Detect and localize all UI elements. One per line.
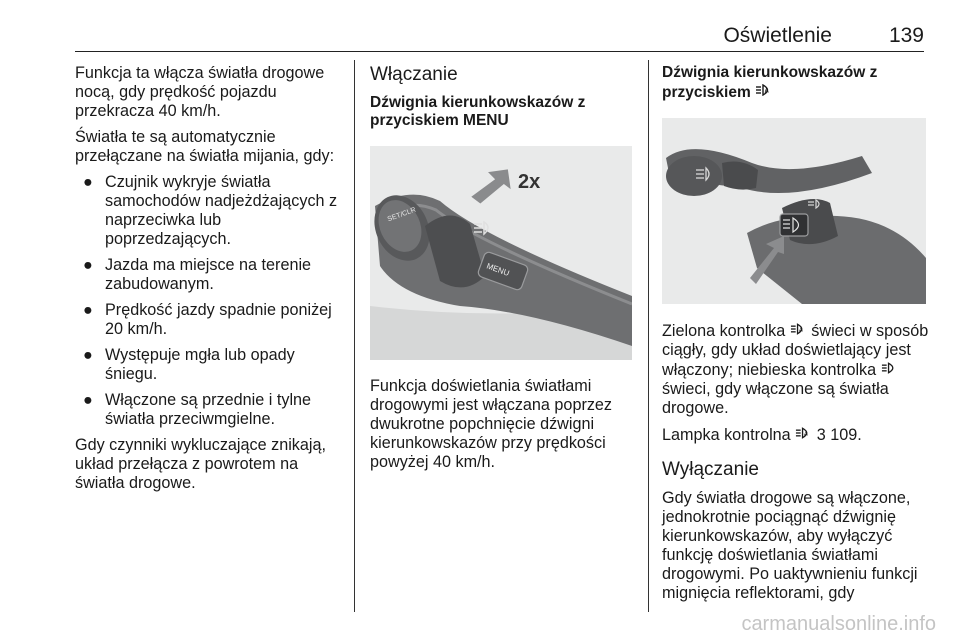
menu-label: MENU [485, 261, 511, 278]
text-run: świeci w sposób ciągły, gdy układ doświetlający jest włączony; niebieska kontrolka [662, 322, 929, 379]
column-right [662, 64, 930, 610]
paragraph: Funkcja doświetlania światłami drogowymi jest włączana poprzez dwukrotne popchnięcie dźwigni kierunkowskazów przy prędkości powyżej 40 km/h. [370, 377, 613, 471]
subheading-text: Dźwignia kierunkowskazów z przyciskiem [662, 64, 878, 101]
stalk-menu-drawing [370, 146, 632, 360]
paragraph: Funkcja ta włącza światła drogowe nocą, gdy prędkość pojazdu przekracza 40 km/h. [75, 64, 325, 120]
stalk-menu-illustration [370, 146, 632, 360]
bullet-icon: ● [83, 346, 93, 364]
text-run: Lampka kontrolna [662, 426, 791, 444]
page-number: 139 [888, 24, 924, 47]
list-item [75, 391, 343, 429]
paragraph: Gdy czynniki wykluczające znikają, układ przełącza z powrotem na światła drogowe. [75, 436, 327, 492]
header-rule [75, 51, 924, 52]
svg-text:A: A [764, 88, 769, 95]
stalk-button-illustration [662, 118, 926, 304]
stalk-button-drawing [662, 118, 926, 304]
column-left [75, 64, 343, 500]
high-beam-icon [474, 222, 488, 234]
list-item [75, 301, 343, 339]
list-item-text: Występuje mgła lub opady śniegu. [105, 346, 295, 383]
repeat-label: 2x [518, 171, 541, 193]
subheading [662, 64, 930, 102]
watermark: carmanualsonline.info [741, 613, 936, 635]
list-item [75, 173, 343, 249]
set-clr-label: SET/CLR [386, 206, 417, 224]
text-run: Zielona kontrolka [662, 322, 786, 340]
paragraph: Światła te są automatycznie przełączane na światła mijania, gdy: [75, 128, 335, 165]
section-heading: Wyłączanie [662, 459, 759, 480]
bullet-list [75, 173, 343, 429]
paragraph: Gdy światła drogowe są włączone, jednokrotnie pociągnąć dźwignię kierunkowskazów, aby wyłączyć funkcję doświetlania światłami drogowymi. Po uaktywnieniu funkcji mignięcia reflektorami, gdy [662, 489, 918, 602]
auto-high-beam-icon [755, 82, 773, 100]
list-item [75, 346, 343, 384]
subheading: Dźwignia kierunkowskazów z przyciskiem MENU [370, 94, 586, 129]
svg-text:A: A [798, 327, 803, 334]
auto-high-beam-icon [790, 321, 807, 340]
column-divider [354, 60, 355, 612]
paragraph [662, 425, 930, 445]
page-header [75, 20, 924, 52]
page-ref-link[interactable]: 109. [830, 426, 862, 444]
page-ref-arrow: 3 [816, 426, 826, 444]
section-title: Oświetlenie [723, 24, 832, 47]
column-middle [370, 64, 634, 479]
list-item-text: Prędkość jazdy spadnie poniżej 20 km/h. [105, 301, 332, 338]
svg-text:A: A [804, 431, 808, 438]
bullet-icon: ● [83, 173, 93, 191]
column-divider [648, 60, 649, 612]
list-item-text: Jazda ma miejsce na terenie zabudowanym. [105, 256, 312, 293]
list-item [75, 256, 343, 294]
list-item-text: Włączone są przednie i tylne światła przeciwmgielne. [105, 391, 312, 428]
list-item-text: Czujnik wykryje światła samochodów nadjeżdżających z naprzeciwka lub poprzedzających. [105, 173, 338, 248]
paragraph [662, 321, 930, 418]
bullet-icon: ● [83, 256, 93, 274]
auto-high-beam-icon [795, 425, 812, 444]
text-run: świeci, gdy włączone są światła drogowe. [662, 380, 889, 417]
bullet-icon: ● [83, 391, 93, 409]
section-heading: Włączanie [370, 64, 458, 85]
bullet-icon: ● [83, 301, 93, 319]
high-beam-icon [881, 360, 898, 379]
